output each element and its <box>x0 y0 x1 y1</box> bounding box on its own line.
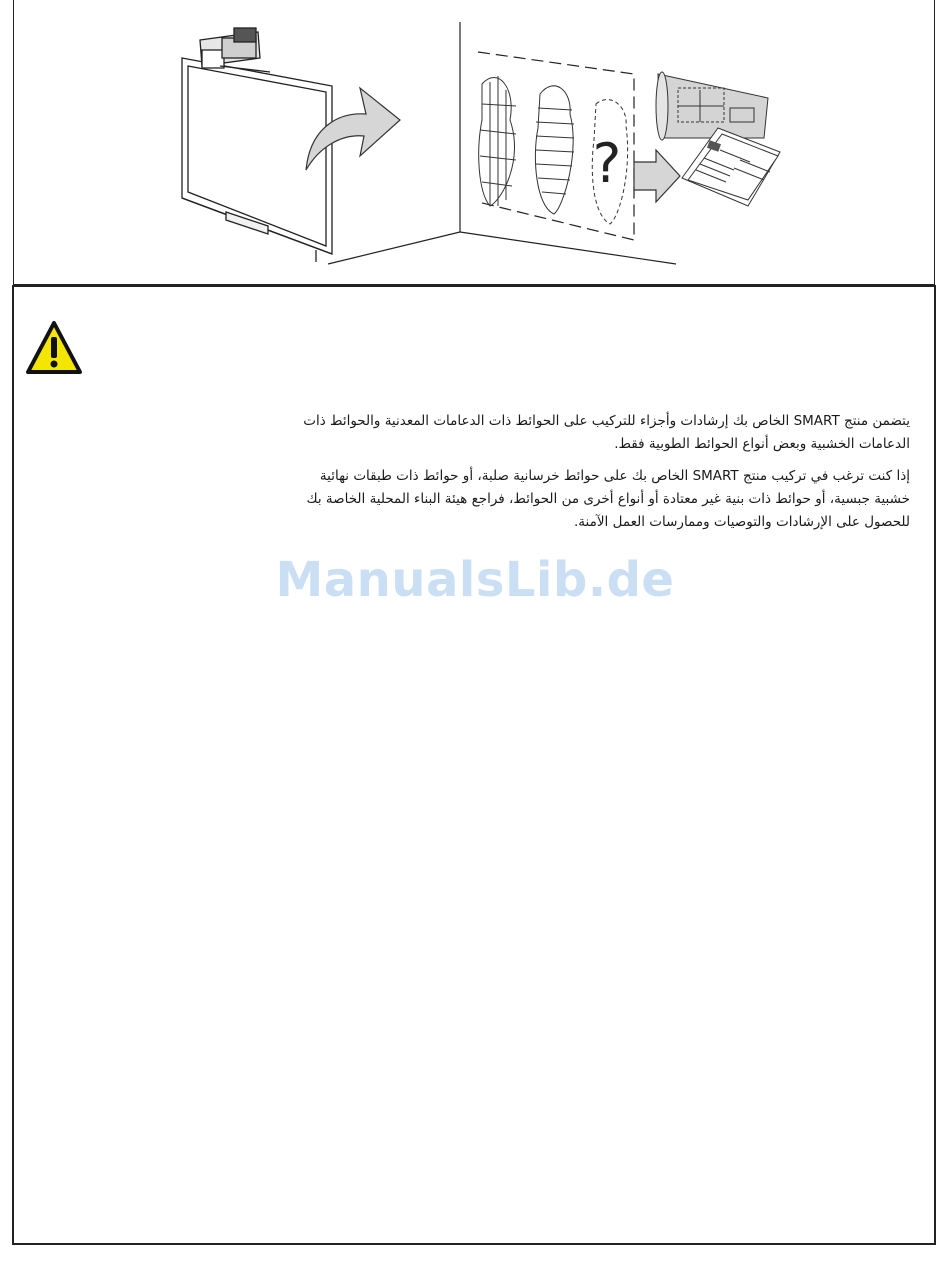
whiteboard-icon <box>182 28 332 262</box>
blueprint-icon <box>656 72 768 140</box>
arrow-right-icon <box>634 150 680 202</box>
wall-icon <box>328 22 676 264</box>
warning-text <box>290 410 910 543</box>
manual-book-icon <box>682 128 780 206</box>
watermark: ManualsLib.de <box>275 552 675 608</box>
warning-triangle-icon <box>25 320 83 376</box>
question-mark-icon: ? <box>592 132 622 195</box>
installation-illustration <box>160 10 800 278</box>
paragraph-other-walls: إذا كنت ترغب في تركيب منتج SMART الخاص بك على حوائط خرسانية صلبة، أو حوائط ذات طبقات نهائية خشبية جبسية، أو حوائط ذات بنية غير معتادة أو أنواع أخرى من الحوائط، فراجع هيئة البناء المحلية الخاصة بك للحصول على الإرشادات والتوصيات وممارسات العمل الآمنة. <box>306 468 910 530</box>
paragraph-supported-walls: يتضمن منتج SMART الخاص بك إرشادات وأجزاء للتركيب على الحوائط ذات الدعامات المعدنية والحوائط ذات الدعامات الخشبية وبعض أنواع الحوائط الطوبية فقط. <box>303 413 910 452</box>
